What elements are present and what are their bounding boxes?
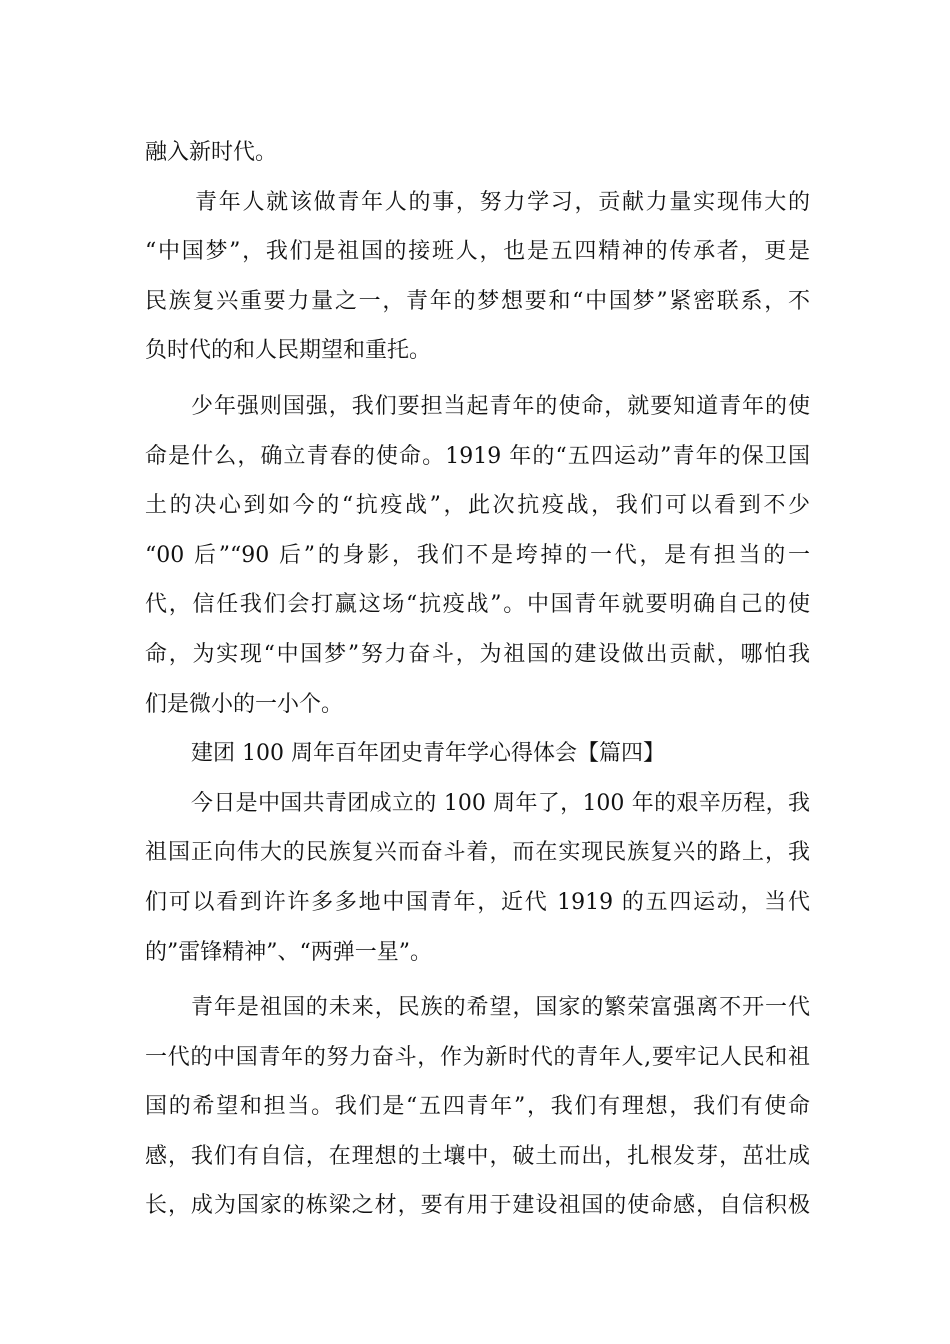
paragraph-first-line: 青年人就该做青年人的事，努力学习，贡献力量实现伟大的 [195,189,810,215]
text-line: 负时代的和人民期望和重托。 [145,338,432,364]
text-line: 民族复兴重要力量之一，青年的梦想要和“中国梦”紧密联系，不 [145,288,810,314]
text-line: 长，成为国家的栋梁之材，要有用于建设祖国的使命感，自信积极 [145,1193,810,1219]
text-line: 代，信任我们会打赢这场“抗疫战”。中国青年就要明确自己的使 [145,592,810,618]
section-heading: 建团 100 周年百年团史青年学心得体会【篇四】 [191,741,665,767]
text-line: “00 后”“90 后”的身影，我们不是垮掉的一代，是有担当的一 [145,542,810,568]
paragraph-first-line: 今日是中国共青团成立的 100 周年了，100 年的艰辛历程，我 [191,790,810,816]
text-line: 一代的中国青年的努力奋斗，作为新时代的青年人,要牢记人民和祖 [145,1044,810,1070]
text-line: 命，为实现“中国梦”努力奋斗，为祖国的建设做出贡献，哪怕我 [145,641,810,667]
text-line: 祖国正向伟大的民族复兴而奋斗着，而在实现民族复兴的路上，我 [145,840,810,866]
text-line: 土的决心到如今的“抗疫战”，此次抗疫战，我们可以看到不少 [145,493,810,519]
document-page [145,128,810,1231]
text-line: 们是微小的一小个。 [145,691,344,717]
paragraph-first-line: 青年是祖国的未来，民族的希望，国家的繁荣富强离不开一代 [191,995,810,1021]
text-line: 命是什么，确立青春的使命。1919 年的“五四运动”青年的保卫国 [145,443,810,469]
text-line: 的”雷锋精神”、“两弹一星”。 [145,939,432,965]
text-line: 感，我们有自信，在理想的土壤中，破土而出，扎根发芽，茁壮成 [145,1143,810,1169]
text-line: 们可以看到许许多多地中国青年，近代 1919 的五四运动，当代 [145,889,810,915]
text-line: “中国梦”，我们是祖国的接班人，也是五四精神的传承者，更是 [145,239,810,265]
text-line: 融入新时代。 [145,140,278,165]
text-line: 国的希望和担当。我们是“五四青年”，我们有理想，我们有使命 [145,1094,810,1120]
paragraph-first-line: 少年强则国强，我们要担当起青年的使命，就要知道青年的使 [191,393,810,419]
